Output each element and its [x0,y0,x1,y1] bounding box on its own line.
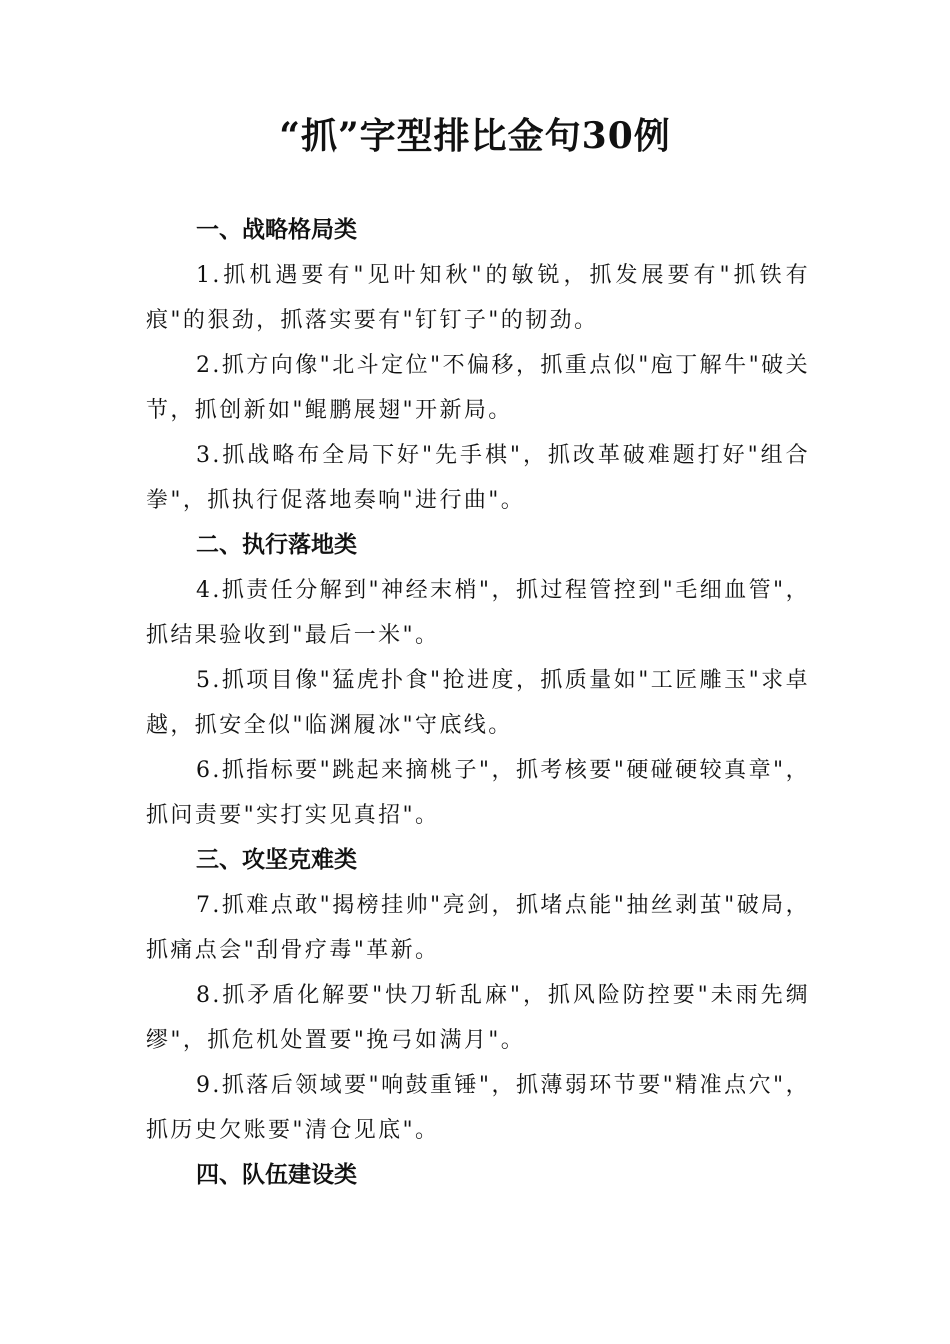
list-item: 6.抓指标要"跳起来摘桃子"，抓考核要"硬碰硬较真章"，抓问责要"实打实见真招"。 [146,758,810,828]
list-item: 4.抓责任分解到"神经末梢"，抓过程管控到"毛细血管"，抓结果验收到"最后一米"。 [146,578,810,648]
section-heading: 三、攻坚克难类 [196,847,357,873]
section-team-building [146,1153,810,1198]
section-execution [146,523,810,838]
document-title: “抓”字型排比金句30例 [279,115,671,157]
section-heading: 一、战略格局类 [196,217,357,243]
list-item: 3.抓战略布全局下好"先手棋"，抓改革破难题打好"组合拳"，抓执行促落地奏响"进行曲"。 [146,443,810,513]
list-item: 2.抓方向像"北斗定位"不偏移，抓重点似"庖丁解牛"破关节，抓创新如"鲲鹏展翅"开新局。 [146,353,810,423]
list-item: 7.抓难点敢"揭榜挂帅"亮剑，抓堵点能"抽丝剥茧"破局，抓痛点会"刮骨疗毒"革新。 [146,893,810,963]
list-item: 8.抓矛盾化解要"快刀斩乱麻"，抓风险防控要"未雨先绸缪"，抓危机处置要"挽弓如满月"。 [146,983,810,1053]
section-heading: 二、执行落地类 [196,532,357,558]
list-item: 1.抓机遇要有"见叶知秋"的敏锐，抓发展要有"抓铁有痕"的狠劲，抓落实要有"钉钉子"的韧劲。 [146,263,810,333]
document-body [146,208,810,1198]
list-item: 5.抓项目像"猛虎扑食"抢进度，抓质量如"工匠雕玉"求卓越，抓安全似"临渊履冰"守底线。 [146,668,810,738]
section-heading: 四、队伍建设类 [196,1162,357,1188]
section-strategy [146,208,810,523]
list-item: 9.抓落后领域要"响鼓重锤"，抓薄弱环节要"精准点穴"，抓历史欠账要"清仓见底"。 [146,1073,810,1143]
section-tackling-difficulties [146,838,810,1153]
